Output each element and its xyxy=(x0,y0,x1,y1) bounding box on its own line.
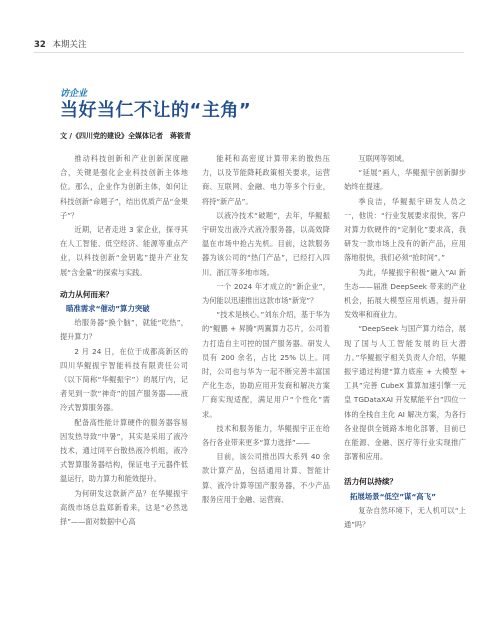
subsection-heading: 瞄准需求“催动”算力突破 xyxy=(66,304,150,314)
paragraph: 目前，该公司推出四大系列 40 余款计算产品，包括通用计算、智能计算、液冷计算等国产服务器，不少产品服务应用于金融、运营商、 xyxy=(202,452,330,504)
article-kicker: 访企业 xyxy=(60,89,88,99)
header-divider xyxy=(34,52,464,53)
section-heading: 活力何以持续？ xyxy=(344,477,398,487)
section-name: 本期关注 xyxy=(52,40,87,50)
paragraph: 配备高性能计算硬件的服务器容易因发热导致“中暑”，其实是采用了液冷技术，通过同平台散热液冷机组，液冷式智算服务器结构，保证电子元器件低温运行，助力算力和能效提升。 xyxy=(60,417,188,484)
paragraph: 复杂自然环境下，无人机可以“上通”吗？ xyxy=(344,505,466,530)
page-header xyxy=(34,38,87,50)
section-heading: 动力从何而来？ xyxy=(60,289,114,299)
page-number: 32 xyxy=(34,40,46,50)
column-1 xyxy=(60,152,188,529)
paragraph: 以液冷技术“破题”，去年，华鲲振宇研发出液冷式液冷服务器，以高效降温在市场中抢占先机。目前，这款服务器为该公司的“热门产品”，已经打入四川、浙江等多地市场。 xyxy=(202,210,330,277)
paragraph: 互联网等领域。 xyxy=(358,154,409,163)
column-3 xyxy=(344,152,466,532)
article-title: 当好当仁不让的“主角” xyxy=(60,100,252,121)
paragraph: 为何研发这款新产品？在华鲲振宇高级市场总监郑新看来，这是“必然选择”——面对数据中心高 xyxy=(60,488,188,527)
paragraph: “技术是核心。”刘东介绍，基于华为的“鲲鹏 + 昇腾”两翼算力芯片，公司着力打造自主可控的国产服务器。研发人员有 200 余名，占比 25% 以上。同时，公司也与华为一起不断完善丰富国产化生态，协助应用开发商和解决方案厂商实现适配，满足用户“个性化”需求。 xyxy=(202,310,330,419)
byline: 文 /《四川党的建设》全媒体记者 蒋筱青 xyxy=(60,132,191,140)
paragraph: “延展”画人，华鲲振宇创新脚步始终在提速。 xyxy=(344,168,466,192)
paragraph: 推动科技创新和产业创新深度融合，关键是强化企业科技创新主体地位。那么，企业作为创新主体，如何让科技创新“命题子”，结出优质产品“金果子”？ xyxy=(60,154,188,220)
paragraph: 为此，华鲲振宇积极“融入”AI 新生态——届准 DeepSeek 带来的产业机会，拓展大模型应用机遇，提升研发效率和商业力。 xyxy=(344,267,466,320)
column-2 xyxy=(202,152,330,507)
paragraph: 2 月 24 日，在位于成都高新区的四川华鲲振宇智能科技有限责任公司（以下简称“华鲲振宇”）的展厅内，记者见到一款“神奇”的国产服务器——液冷式智算服务器。 xyxy=(60,346,188,413)
paragraph: 一个 2024 年才成立的“新企业”，为何能以迅速推出这款市场“新宠”？ xyxy=(202,281,330,306)
paragraph: 近期，记者走进 3 家企业，探寻其在人工智能、低空经济、能源等重点产业，以科技创新“金钥匙”提升产业发展“含金量”的探索与实践。 xyxy=(60,225,188,277)
subsection-heading: 拓展场景“低空”谋“高飞” xyxy=(350,491,436,501)
paragraph: 给服务器“换个脑”，就能“吃热”，提升算力？ xyxy=(60,318,188,342)
paragraph: 能耗和高密度计算带来的散热压力，以及节能降耗政策相关要求，运营商、互联网、金融、电力等多个行业，将持“新产品”。 xyxy=(202,154,330,206)
paragraph: “DeepSeek 与国产算力结合，展现了国与人工智能发展的巨大潜力。”华鲲振宇相关负责人介绍，华鲲振宇通过构建“算力底座 + 大模型 + 工具”完善 CubeX 算算加速引擎一元皇 TGDataXAI 开发赋能平台”四位一体的全栈自主化 AI 解决方案，为各行各业提供全链路本地化部署，目前已在能源、金融、医疗等行业实现推广部署和应用。 xyxy=(344,324,466,462)
paragraph: 季良洁，华鲲振宇研发人员之一，他说：“行业发展要求很快，客户对算力软硬件的“定制化”要求高，我研发一款市场上没有的新产品，应用落地很快，我们必须“抢时间”。” xyxy=(344,196,466,263)
paragraph: 技术和服务能力，华鲲振宇正在给各行各业带来更多“算力选择”—— xyxy=(202,423,330,448)
